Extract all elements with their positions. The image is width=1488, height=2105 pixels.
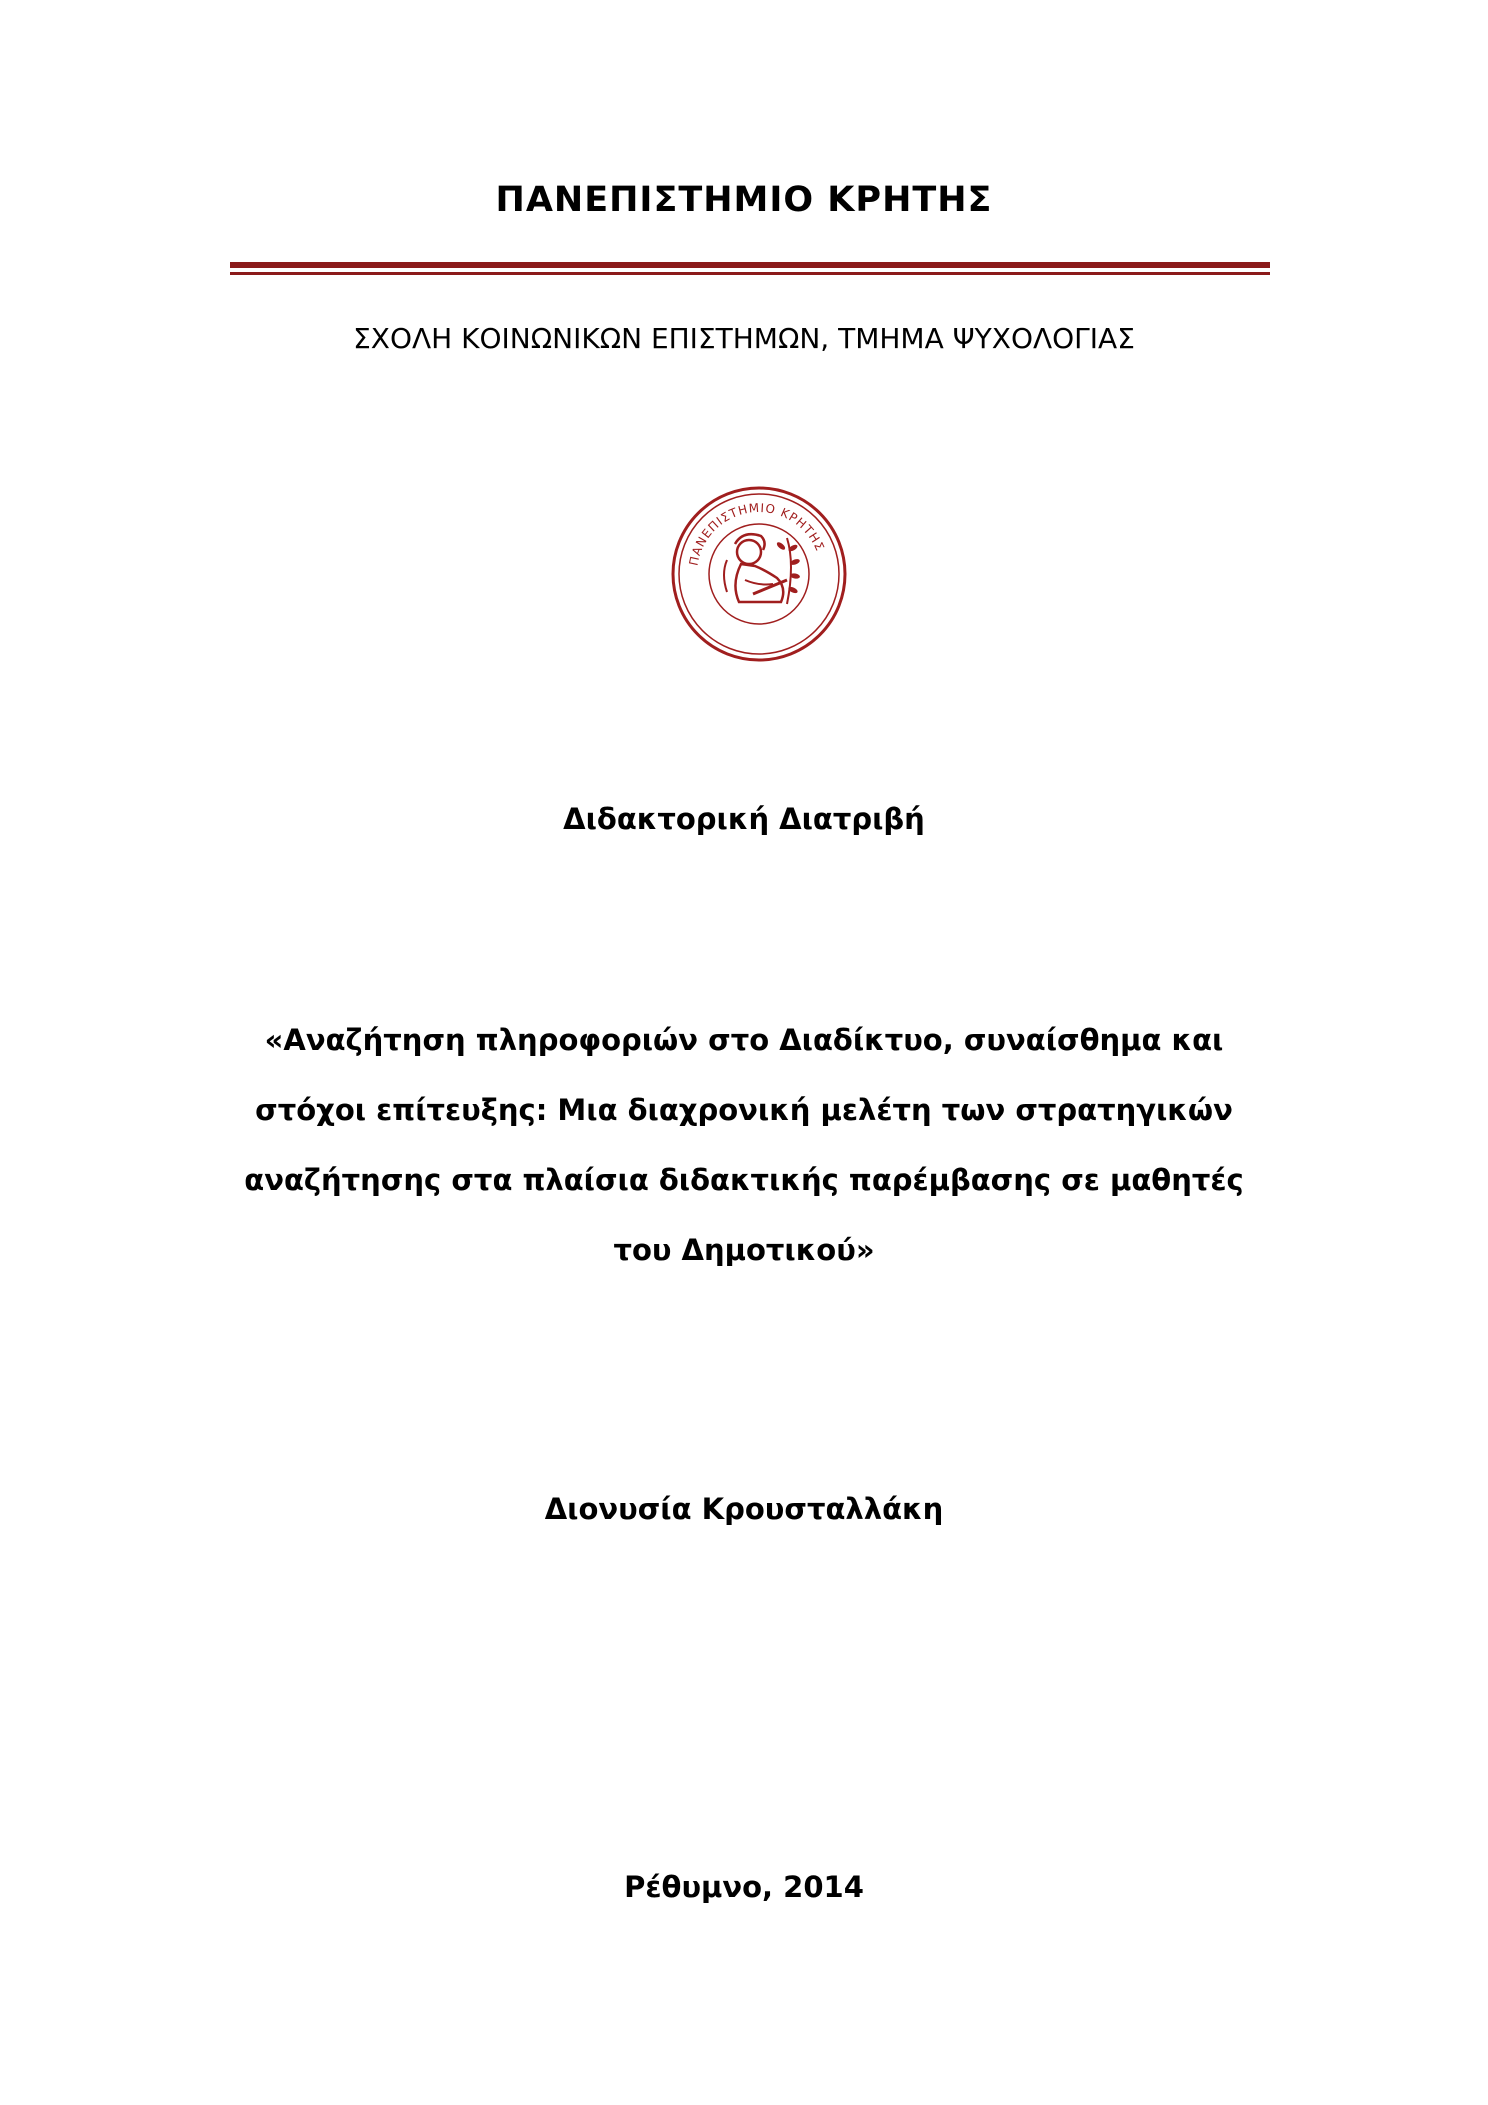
thesis-title-line-2: στόχοι επίτευξης: Μια διαχρονική μελέτη των στρατηγικών <box>255 1093 1233 1127</box>
document-type: Διδακτορική Διατριβή <box>563 802 925 836</box>
thesis-title-line-3: αναζήτησης στα πλαίσια διδακτικής παρέμβασης σε μαθητές <box>244 1163 1244 1197</box>
divider-thin-line <box>230 272 1270 275</box>
thesis-title-line-4: του Δημοτικού» <box>613 1233 875 1267</box>
school-department: ΣΧΟΛΗ ΚΟΙΝΩΝΙΚΩΝ ΕΠΙΣΤΗΜΩΝ, ΤΜΗΜΑ ΨΥΧΟΛΟΓΙΑΣ <box>353 322 1135 355</box>
university-name: ΠΑΝΕΠΙΣΤΗΜΙΟ ΚΡΗΤΗΣ <box>495 180 993 220</box>
author-name: Διονυσία Κρουσταλλάκη <box>544 1492 944 1526</box>
place-and-year: Ρέθυμνο, 2014 <box>624 1870 864 1904</box>
thesis-title-line-1: «Αναζήτηση πληροφοριών στο Διαδίκτυο, συναίσθημα και <box>264 1023 1224 1057</box>
university-seal-icon <box>669 484 849 664</box>
header-divider <box>230 262 1270 278</box>
divider-thick-line <box>230 262 1270 268</box>
thesis-title <box>0 1012 1488 1292</box>
seal-lettering: ΠΑΝΕΠΙΣΤΗΜΙΟ ΚΡΗΤΗΣ <box>686 500 828 567</box>
